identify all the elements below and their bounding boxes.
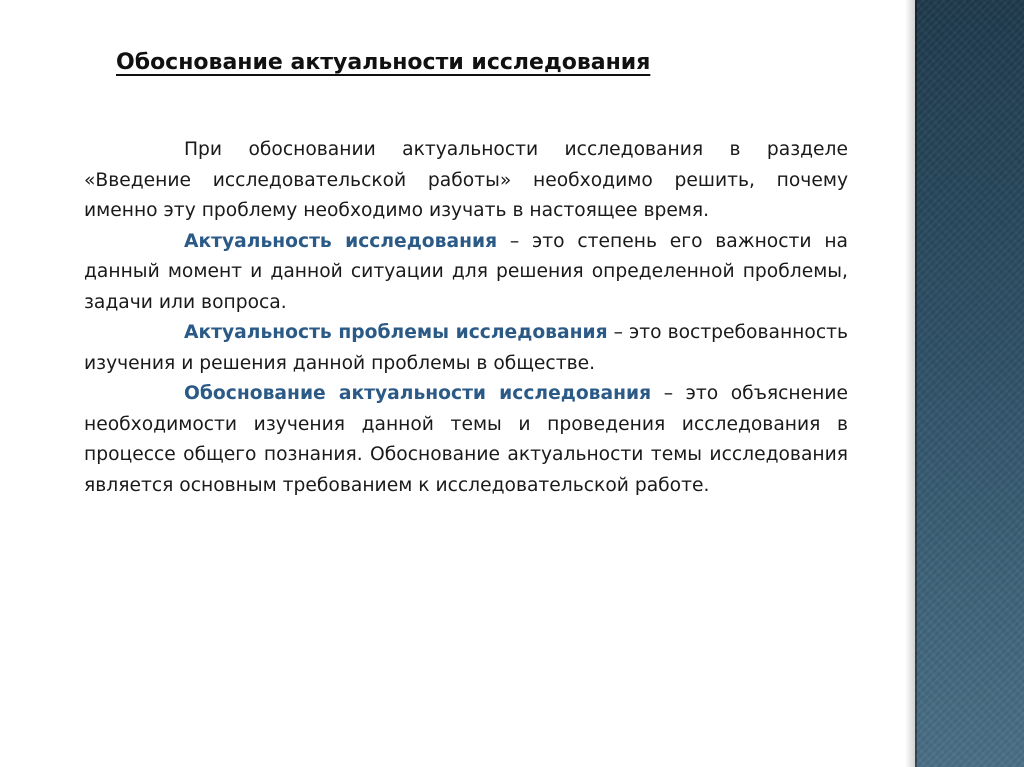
definition-research-relevance: – это степень его важности на данный момент и данной ситуации для решения определенной проблемы, задачи или вопроса.	[84, 230, 848, 313]
slide-body	[84, 135, 848, 501]
paragraph-research-relevance	[84, 227, 848, 319]
paragraph-relevance-justification	[84, 379, 848, 501]
slide-title: Обоснование актуальности исследования	[116, 50, 651, 75]
definition-problem-relevance: – это востребованность изучения и решения данной проблемы в обществе.	[84, 322, 848, 374]
definition-relevance-justification: – это объяснение необходимости изучения данной темы и проведения исследования в процессе общего познания. Обоснование актуальности темы исследования является основным требованием к исследовательской работе.	[84, 383, 848, 496]
paragraph-intro	[84, 135, 848, 227]
paragraph-problem-relevance	[84, 318, 848, 379]
sidebar-edge	[915, 0, 917, 767]
panel-shadow	[905, 0, 915, 767]
term-problem-relevance: Актуальность проблемы исследования	[184, 322, 608, 343]
term-relevance-justification: Обоснование актуальности исследования	[184, 383, 652, 404]
paragraph-intro-text: При обосновании актуальности исследования в разделе «Введение исследовательской работы» необходимо решить, почему именно эту проблему необходимо изучать в настоящее время.	[84, 139, 848, 221]
sidebar-texture	[915, 0, 1024, 767]
decorative-sidebar	[915, 0, 1024, 767]
term-research-relevance: Актуальность исследования	[184, 230, 498, 252]
